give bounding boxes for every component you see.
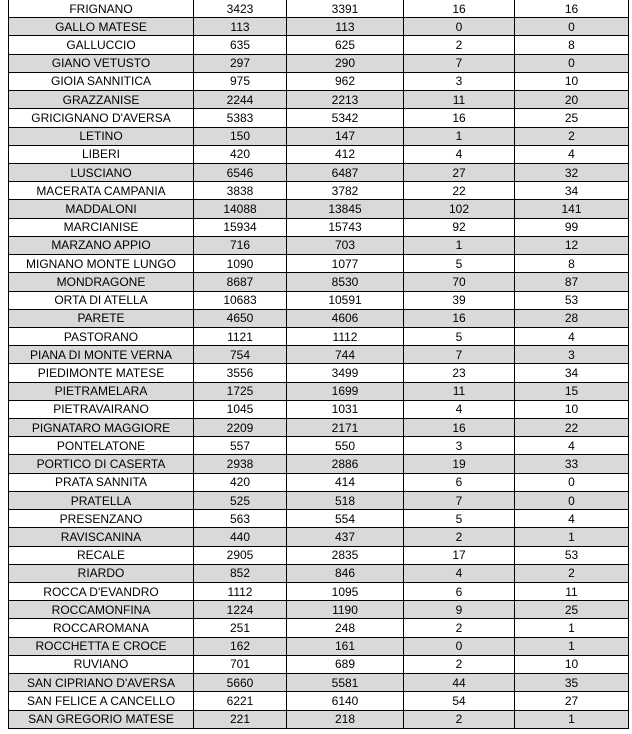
value-col-2-cell: 248 <box>287 619 404 637</box>
value-col-3-cell: 4 <box>404 564 515 582</box>
value-col-4-cell: 2 <box>515 127 629 145</box>
value-col-1-cell: 113 <box>194 18 287 36</box>
value-col-1-cell: 716 <box>194 236 287 254</box>
value-col-4-cell: 4 <box>515 510 629 528</box>
value-col-1-cell: 6221 <box>194 692 287 710</box>
value-col-1-cell: 1045 <box>194 400 287 418</box>
value-col-3-cell: 16 <box>404 0 515 18</box>
value-col-1-cell: 1121 <box>194 327 287 345</box>
table-row <box>9 583 629 601</box>
table-row <box>9 419 629 437</box>
value-col-4-cell: 0 <box>515 473 629 491</box>
municipality-cell: MACERATA CAMPANIA <box>9 182 194 200</box>
value-col-1-cell: 1725 <box>194 382 287 400</box>
municipality-cell: GRAZZANISE <box>9 91 194 109</box>
value-col-2-cell: 414 <box>287 473 404 491</box>
municipality-cell: PIETRAMELARA <box>9 382 194 400</box>
table-row <box>9 200 629 218</box>
table-row <box>9 601 629 619</box>
value-col-1-cell: 162 <box>194 637 287 655</box>
table-row <box>9 710 629 728</box>
value-col-1-cell: 3556 <box>194 364 287 382</box>
municipality-cell: SAN CIPRIANO D'AVERSA <box>9 674 194 692</box>
value-col-4-cell: 10 <box>515 72 629 90</box>
value-col-2-cell: 1190 <box>287 601 404 619</box>
value-col-3-cell: 3 <box>404 437 515 455</box>
municipality-cell: GRICIGNANO D'AVERSA <box>9 109 194 127</box>
municipality-cell: PRATELLA <box>9 491 194 509</box>
table-row <box>9 346 629 364</box>
municipality-cell: RIARDO <box>9 564 194 582</box>
value-col-3-cell: 16 <box>404 309 515 327</box>
municipality-cell: MADDALONI <box>9 200 194 218</box>
value-col-4-cell: 12 <box>515 236 629 254</box>
value-col-4-cell: 1 <box>515 619 629 637</box>
municipality-cell: ROCCA D'EVANDRO <box>9 583 194 601</box>
table-row <box>9 127 629 145</box>
value-col-3-cell: 6 <box>404 583 515 601</box>
value-col-1-cell: 5383 <box>194 109 287 127</box>
value-col-1-cell: 3423 <box>194 0 287 18</box>
value-col-3-cell: 7 <box>404 491 515 509</box>
value-col-2-cell: 1095 <box>287 583 404 601</box>
value-col-3-cell: 0 <box>404 18 515 36</box>
value-col-3-cell: 1 <box>404 236 515 254</box>
table-row <box>9 437 629 455</box>
value-col-3-cell: 4 <box>404 400 515 418</box>
value-col-2-cell: 703 <box>287 236 404 254</box>
value-col-2-cell: 744 <box>287 346 404 364</box>
municipality-cell: MARCIANISE <box>9 218 194 236</box>
value-col-4-cell: 22 <box>515 419 629 437</box>
table-row <box>9 145 629 163</box>
value-col-1-cell: 10683 <box>194 291 287 309</box>
table-row <box>9 637 629 655</box>
value-col-3-cell: 22 <box>404 182 515 200</box>
value-col-1-cell: 1224 <box>194 601 287 619</box>
municipality-cell: MONDRAGONE <box>9 273 194 291</box>
value-col-4-cell: 99 <box>515 218 629 236</box>
value-col-4-cell: 0 <box>515 491 629 509</box>
value-col-2-cell: 689 <box>287 655 404 673</box>
table-row <box>9 236 629 254</box>
value-col-1-cell: 3838 <box>194 182 287 200</box>
table-row <box>9 255 629 273</box>
municipality-cell: LETINO <box>9 127 194 145</box>
value-col-2-cell: 1112 <box>287 327 404 345</box>
table-row <box>9 0 629 18</box>
value-col-3-cell: 39 <box>404 291 515 309</box>
table-row <box>9 674 629 692</box>
table-row <box>9 273 629 291</box>
value-col-2-cell: 3391 <box>287 0 404 18</box>
municipality-cell: GIANO VETUSTO <box>9 54 194 72</box>
value-col-2-cell: 218 <box>287 710 404 728</box>
value-col-2-cell: 1699 <box>287 382 404 400</box>
value-col-1-cell: 975 <box>194 72 287 90</box>
value-col-2-cell: 6140 <box>287 692 404 710</box>
municipality-cell: PORTICO DI CASERTA <box>9 455 194 473</box>
value-col-4-cell: 10 <box>515 655 629 673</box>
value-col-3-cell: 9 <box>404 601 515 619</box>
municipality-cell: RECALE <box>9 546 194 564</box>
value-col-2-cell: 554 <box>287 510 404 528</box>
table-row <box>9 546 629 564</box>
table-row <box>9 327 629 345</box>
value-col-4-cell: 34 <box>515 364 629 382</box>
value-col-1-cell: 297 <box>194 54 287 72</box>
value-col-2-cell: 846 <box>287 564 404 582</box>
value-col-4-cell: 15 <box>515 382 629 400</box>
municipality-cell: PRESENZANO <box>9 510 194 528</box>
value-col-4-cell: 1 <box>515 710 629 728</box>
table-row <box>9 491 629 509</box>
value-col-1-cell: 635 <box>194 36 287 54</box>
value-col-2-cell: 625 <box>287 36 404 54</box>
value-col-4-cell: 141 <box>515 200 629 218</box>
value-col-2-cell: 113 <box>287 18 404 36</box>
table-row <box>9 655 629 673</box>
value-col-3-cell: 23 <box>404 364 515 382</box>
value-col-2-cell: 1077 <box>287 255 404 273</box>
table-row <box>9 382 629 400</box>
value-col-4-cell: 4 <box>515 437 629 455</box>
value-col-3-cell: 16 <box>404 109 515 127</box>
value-col-2-cell: 437 <box>287 528 404 546</box>
value-col-3-cell: 27 <box>404 163 515 181</box>
value-col-1-cell: 8687 <box>194 273 287 291</box>
value-col-2-cell: 161 <box>287 637 404 655</box>
municipality-cell: MIGNANO MONTE LUNGO <box>9 255 194 273</box>
value-col-4-cell: 1 <box>515 637 629 655</box>
table-row <box>9 72 629 90</box>
municipality-cell: RUVIANO <box>9 655 194 673</box>
municipality-cell: PASTORANO <box>9 327 194 345</box>
municipality-cell: PIETRAVAIRANO <box>9 400 194 418</box>
value-col-1-cell: 6546 <box>194 163 287 181</box>
value-col-1-cell: 251 <box>194 619 287 637</box>
value-col-3-cell: 11 <box>404 91 515 109</box>
value-col-1-cell: 2938 <box>194 455 287 473</box>
table-row <box>9 528 629 546</box>
value-col-3-cell: 54 <box>404 692 515 710</box>
municipality-cell: RAVISCANINA <box>9 528 194 546</box>
municipality-cell: ROCCHETTA E CROCE <box>9 637 194 655</box>
municipality-cell: GALLO MATESE <box>9 18 194 36</box>
value-col-1-cell: 525 <box>194 491 287 509</box>
municipality-cell: PRATA SANNITA <box>9 473 194 491</box>
municipality-cell: PIEDIMONTE MATESE <box>9 364 194 382</box>
value-col-1-cell: 15934 <box>194 218 287 236</box>
value-col-2-cell: 3782 <box>287 182 404 200</box>
value-col-4-cell: 32 <box>515 163 629 181</box>
value-col-4-cell: 4 <box>515 145 629 163</box>
value-col-1-cell: 150 <box>194 127 287 145</box>
table-row <box>9 364 629 382</box>
municipality-cell: LIBERI <box>9 145 194 163</box>
value-col-4-cell: 53 <box>515 546 629 564</box>
value-col-3-cell: 7 <box>404 346 515 364</box>
value-col-4-cell: 0 <box>515 54 629 72</box>
table-row <box>9 18 629 36</box>
municipality-cell: ORTA DI ATELLA <box>9 291 194 309</box>
value-col-3-cell: 2 <box>404 528 515 546</box>
value-col-1-cell: 14088 <box>194 200 287 218</box>
value-col-4-cell: 27 <box>515 692 629 710</box>
value-col-1-cell: 2905 <box>194 546 287 564</box>
municipality-cell: PONTELATONE <box>9 437 194 455</box>
value-col-2-cell: 962 <box>287 72 404 90</box>
municipality-cell: ROCCAMONFINA <box>9 601 194 619</box>
value-col-1-cell: 852 <box>194 564 287 582</box>
municipality-cell: SAN FELICE A CANCELLO <box>9 692 194 710</box>
value-col-1-cell: 420 <box>194 473 287 491</box>
municipality-cell: PARETE <box>9 309 194 327</box>
value-col-3-cell: 44 <box>404 674 515 692</box>
value-col-2-cell: 10591 <box>287 291 404 309</box>
value-col-2-cell: 5581 <box>287 674 404 692</box>
value-col-3-cell: 5 <box>404 510 515 528</box>
value-col-1-cell: 4650 <box>194 309 287 327</box>
value-col-4-cell: 2 <box>515 564 629 582</box>
value-col-1-cell: 754 <box>194 346 287 364</box>
value-col-2-cell: 13845 <box>287 200 404 218</box>
value-col-3-cell: 4 <box>404 145 515 163</box>
value-col-4-cell: 10 <box>515 400 629 418</box>
municipality-cell: MARZANO APPIO <box>9 236 194 254</box>
municipality-cell: PIANA DI MONTE VERNA <box>9 346 194 364</box>
value-col-2-cell: 2835 <box>287 546 404 564</box>
value-col-2-cell: 412 <box>287 145 404 163</box>
value-col-4-cell: 33 <box>515 455 629 473</box>
value-col-4-cell: 3 <box>515 346 629 364</box>
municipality-cell: FRIGNANO <box>9 0 194 18</box>
value-col-2-cell: 4606 <box>287 309 404 327</box>
table-row <box>9 692 629 710</box>
value-col-1-cell: 420 <box>194 145 287 163</box>
value-col-2-cell: 290 <box>287 54 404 72</box>
value-col-3-cell: 7 <box>404 54 515 72</box>
value-col-4-cell: 53 <box>515 291 629 309</box>
value-col-1-cell: 1090 <box>194 255 287 273</box>
value-col-3-cell: 2 <box>404 619 515 637</box>
data-table <box>8 0 629 729</box>
value-col-4-cell: 87 <box>515 273 629 291</box>
value-col-3-cell: 5 <box>404 255 515 273</box>
value-col-3-cell: 2 <box>404 710 515 728</box>
table-row <box>9 510 629 528</box>
value-col-4-cell: 11 <box>515 583 629 601</box>
value-col-4-cell: 1 <box>515 528 629 546</box>
value-col-1-cell: 701 <box>194 655 287 673</box>
table-row <box>9 109 629 127</box>
value-col-4-cell: 0 <box>515 18 629 36</box>
table-row <box>9 218 629 236</box>
value-col-1-cell: 557 <box>194 437 287 455</box>
value-col-1-cell: 221 <box>194 710 287 728</box>
value-col-3-cell: 6 <box>404 473 515 491</box>
table-row <box>9 182 629 200</box>
value-col-3-cell: 2 <box>404 36 515 54</box>
value-col-3-cell: 92 <box>404 218 515 236</box>
value-col-4-cell: 25 <box>515 109 629 127</box>
municipality-cell: ROCCAROMANA <box>9 619 194 637</box>
value-col-3-cell: 1 <box>404 127 515 145</box>
table-row <box>9 619 629 637</box>
municipality-cell: GALLUCCIO <box>9 36 194 54</box>
value-col-2-cell: 1031 <box>287 400 404 418</box>
table-row <box>9 163 629 181</box>
table-row <box>9 473 629 491</box>
value-col-3-cell: 102 <box>404 200 515 218</box>
value-col-1-cell: 1112 <box>194 583 287 601</box>
value-col-4-cell: 4 <box>515 327 629 345</box>
value-col-1-cell: 2244 <box>194 91 287 109</box>
table-row <box>9 400 629 418</box>
value-col-3-cell: 3 <box>404 72 515 90</box>
municipality-cell: LUSCIANO <box>9 163 194 181</box>
table-row <box>9 309 629 327</box>
municipality-cell: PIGNATARO MAGGIORE <box>9 419 194 437</box>
value-col-1-cell: 563 <box>194 510 287 528</box>
value-col-2-cell: 2213 <box>287 91 404 109</box>
value-col-4-cell: 8 <box>515 255 629 273</box>
value-col-2-cell: 15743 <box>287 218 404 236</box>
municipality-cell: SAN GREGORIO MATESE <box>9 710 194 728</box>
value-col-4-cell: 35 <box>515 674 629 692</box>
value-col-2-cell: 550 <box>287 437 404 455</box>
value-col-4-cell: 16 <box>515 0 629 18</box>
value-col-2-cell: 2171 <box>287 419 404 437</box>
value-col-3-cell: 5 <box>404 327 515 345</box>
value-col-3-cell: 19 <box>404 455 515 473</box>
value-col-3-cell: 70 <box>404 273 515 291</box>
table-row <box>9 36 629 54</box>
table-row <box>9 291 629 309</box>
table-row <box>9 455 629 473</box>
value-col-3-cell: 17 <box>404 546 515 564</box>
value-col-1-cell: 5660 <box>194 674 287 692</box>
value-col-2-cell: 8530 <box>287 273 404 291</box>
municipality-cell: GIOIA SANNITICA <box>9 72 194 90</box>
value-col-3-cell: 0 <box>404 637 515 655</box>
table-body <box>9 0 629 728</box>
value-col-2-cell: 3499 <box>287 364 404 382</box>
value-col-1-cell: 2209 <box>194 419 287 437</box>
value-col-4-cell: 8 <box>515 36 629 54</box>
value-col-2-cell: 147 <box>287 127 404 145</box>
value-col-4-cell: 34 <box>515 182 629 200</box>
value-col-4-cell: 25 <box>515 601 629 619</box>
value-col-4-cell: 28 <box>515 309 629 327</box>
value-col-3-cell: 2 <box>404 655 515 673</box>
value-col-2-cell: 2886 <box>287 455 404 473</box>
value-col-4-cell: 20 <box>515 91 629 109</box>
value-col-1-cell: 440 <box>194 528 287 546</box>
value-col-3-cell: 11 <box>404 382 515 400</box>
table-row <box>9 54 629 72</box>
value-col-3-cell: 16 <box>404 419 515 437</box>
value-col-2-cell: 6487 <box>287 163 404 181</box>
value-col-2-cell: 5342 <box>287 109 404 127</box>
table-row <box>9 91 629 109</box>
table-row <box>9 564 629 582</box>
value-col-2-cell: 518 <box>287 491 404 509</box>
